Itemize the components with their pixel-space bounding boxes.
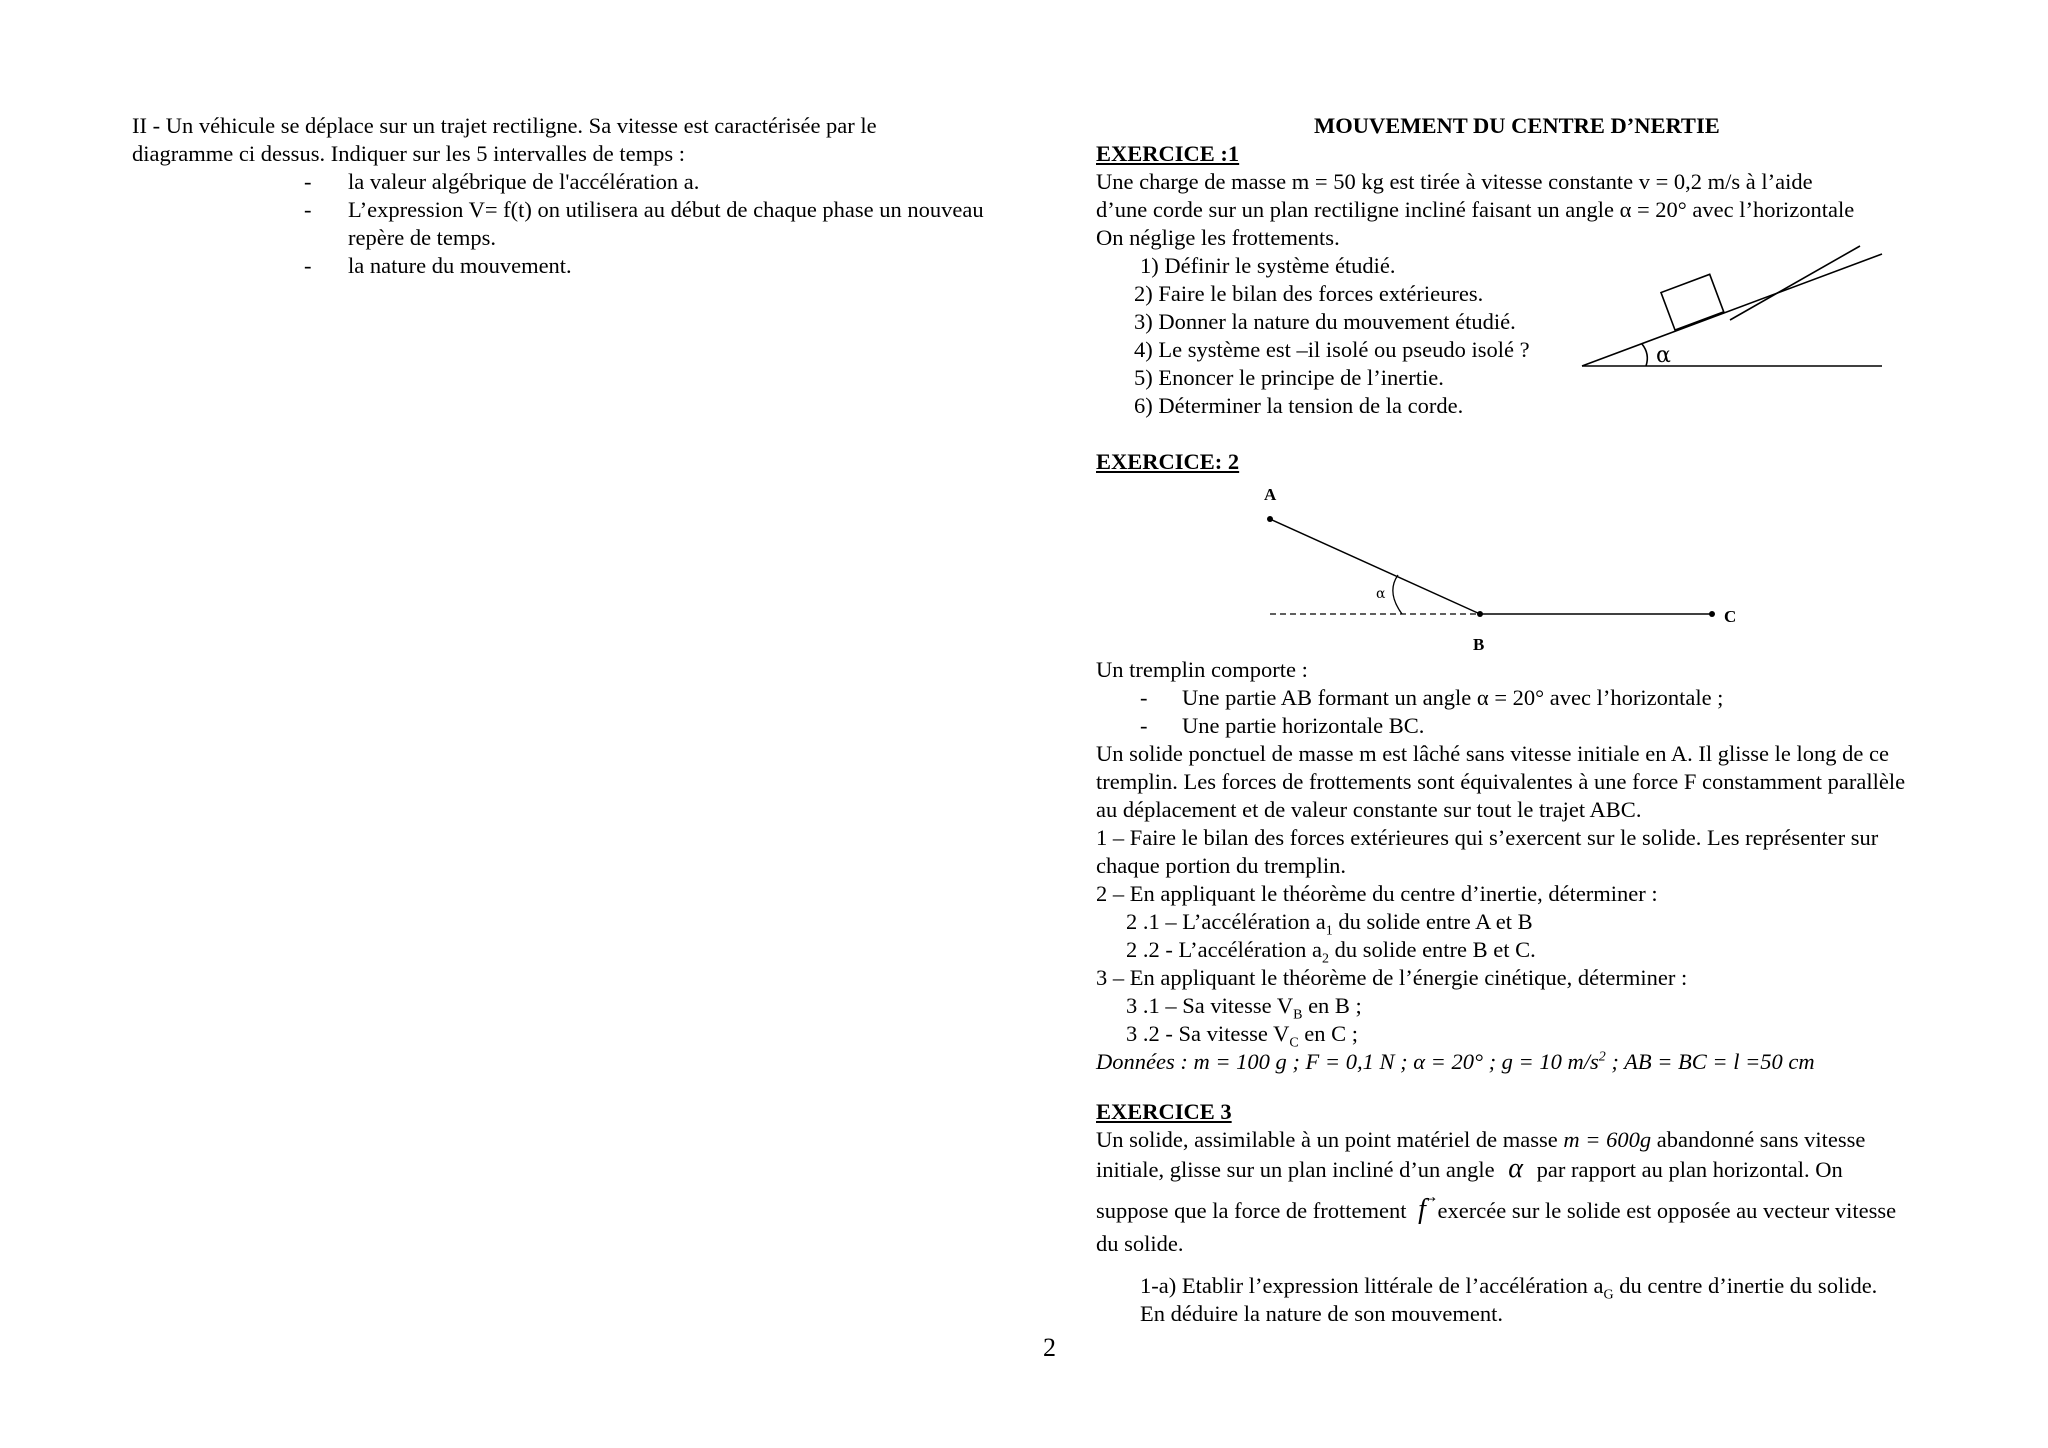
ex3-text-line-2: initiale, glisse sur un plan incliné d’un angle α par rapport au plan horizontal. On bbox=[1096, 1153, 1843, 1184]
vector-arrow-icon: → bbox=[1421, 1186, 1440, 1206]
point-C-label: C bbox=[1724, 607, 1737, 626]
ex1-text-line-2: d’une corde sur un plan rectiligne incliné faisant un angle α = 20° avec l’horizontale bbox=[1096, 197, 1855, 222]
ex2-bullet-2: Une partie horizontale BC. bbox=[1182, 713, 1425, 738]
angle-arc bbox=[1393, 575, 1402, 614]
bullet-dash: - bbox=[1140, 713, 1148, 738]
ex1-question-2: 2) Faire le bilan des forces extérieures. bbox=[1134, 281, 1484, 306]
ex3-text-line-4: du solide. bbox=[1096, 1231, 1184, 1256]
ex2-text-line-1: Un solide ponctuel de masse m est lâché sans vitesse initiale en A. Il glisse le long de ce bbox=[1096, 741, 1889, 766]
ex2-text-line-3: au déplacement et de valeur constante sur tout le trajet ABC. bbox=[1096, 797, 1642, 822]
incline-line bbox=[1582, 254, 1882, 366]
ex1-text-line-1: Une charge de masse m = 50 kg est tirée à vitesse constante v = 0,2 m/s à l’aide bbox=[1096, 169, 1813, 194]
ex2-text-line-5: chaque portion du tremplin. bbox=[1096, 853, 1346, 878]
ex2-text-line-4: 1 – Faire le bilan des forces extérieures qui s’exercent sur le solide. Les représenter sur bbox=[1096, 825, 1879, 850]
left-bullet-2: L’expression V= f(t) on utilisera au début de chaque phase un nouveau bbox=[348, 197, 984, 222]
ex3-question-1a: 1-a) Etablir l’expression littérale de l’accélération $a_G$ du centre d’inertie du solide. bbox=[1140, 1273, 1878, 1303]
ex2-question-3: 3 – En appliquant le théorème de l’énergie cinétique, déterminer : bbox=[1096, 965, 1688, 990]
exercise-2-heading: EXERCICE: 2 bbox=[1096, 449, 1240, 474]
bullet-dash: - bbox=[304, 253, 312, 278]
left-intro-line-1: II - Un véhicule se déplace sur un trajet rectiligne. Sa vitesse est caractérisée par le bbox=[132, 113, 877, 138]
ex2-question-3-2: 3 .2 - Sa vitesse $V_C$ en C ; bbox=[1126, 1021, 1359, 1051]
ex2-text-line-2: tremplin. Les forces de frottements sont équivalentes à une force F constamment parallèle bbox=[1096, 769, 1906, 794]
left-intro-line-2: diagramme ci dessus. Indiquer sur les 5 intervalles de temps : bbox=[132, 141, 685, 166]
ex2-question-3-1: 3 .1 – Sa vitesse $V_B$ en B ; bbox=[1126, 993, 1362, 1023]
ex3-text-line-1: Un solide, assimilable à un point matériel de masse m = 600g abandonné sans vitesse bbox=[1096, 1127, 1866, 1152]
point-C bbox=[1709, 611, 1715, 617]
inclined-plane-figure bbox=[1570, 240, 1890, 370]
ex2-intro: Un tremplin comporte : bbox=[1096, 657, 1308, 682]
rope-line bbox=[1730, 246, 1860, 320]
ex1-question-5: 5) Enoncer le principe de l’inertie. bbox=[1134, 365, 1444, 390]
alpha-label: α bbox=[1376, 586, 1386, 602]
exercise-3-heading: EXERCICE 3 bbox=[1096, 1099, 1232, 1124]
ex1-question-1: 1) Définir le système étudié. bbox=[1140, 253, 1396, 278]
ex2-question-2-2: 2 .2 - L’accélération $a_2$ du solide entre B et C. bbox=[1126, 937, 1536, 967]
left-bullet-3: la nature du mouvement. bbox=[348, 253, 572, 278]
bullet-dash: - bbox=[304, 169, 312, 194]
ex3-text-line-3: suppose que la force de frottement → f exercée sur le solide est opposée au vecteur vitesse bbox=[1096, 1196, 1896, 1225]
left-bullet-1: la valeur algébrique de l'accélération a. bbox=[348, 169, 700, 194]
page-number: 2 bbox=[1043, 1333, 1056, 1362]
left-bullet-2-cont: repère de temps. bbox=[348, 225, 497, 250]
tremplin-figure bbox=[1240, 480, 1760, 660]
ex1-question-3: 3) Donner la nature du mouvement étudié. bbox=[1134, 309, 1516, 334]
ex3-question-1b: En déduire la nature de son mouvement. bbox=[1140, 1301, 1504, 1326]
ex1-text-line-3: On néglige les frottements. bbox=[1096, 225, 1340, 250]
ex2-data: Données : m = 100 g ; F = 0,1 N ; α = 20° ; g = 10 $m/s^2$ ; AB = BC = l =50 cm bbox=[1096, 1049, 1815, 1074]
ex1-question-6: 6) Déterminer la tension de la corde. bbox=[1134, 393, 1464, 418]
page-title: MOUVEMENT DU CENTRE D’NERTIE bbox=[1314, 113, 1720, 138]
point-B-label: B bbox=[1473, 635, 1485, 654]
point-A-label: A bbox=[1264, 485, 1277, 504]
alpha-label: α bbox=[1656, 343, 1671, 368]
exercise-1-heading: EXERCICE :1 bbox=[1096, 141, 1240, 166]
angle-arc bbox=[1642, 344, 1647, 366]
bullet-dash: - bbox=[1140, 685, 1148, 710]
ex1-question-4: 4) Le système est –il isolé ou pseudo isolé ? bbox=[1134, 337, 1530, 362]
segment-AB bbox=[1270, 519, 1480, 614]
ex2-question-2-1: 2 .1 – L’accélération $a_1$ du solide entre A et B bbox=[1126, 909, 1533, 939]
ex2-text-line-6: 2 – En appliquant le théorème du centre d’inertie, déterminer : bbox=[1096, 881, 1658, 906]
bullet-dash: - bbox=[304, 197, 312, 222]
ex2-bullet-1: Une partie AB formant un angle α = 20° avec l’horizontale ; bbox=[1182, 685, 1724, 710]
load-block bbox=[1661, 274, 1724, 330]
